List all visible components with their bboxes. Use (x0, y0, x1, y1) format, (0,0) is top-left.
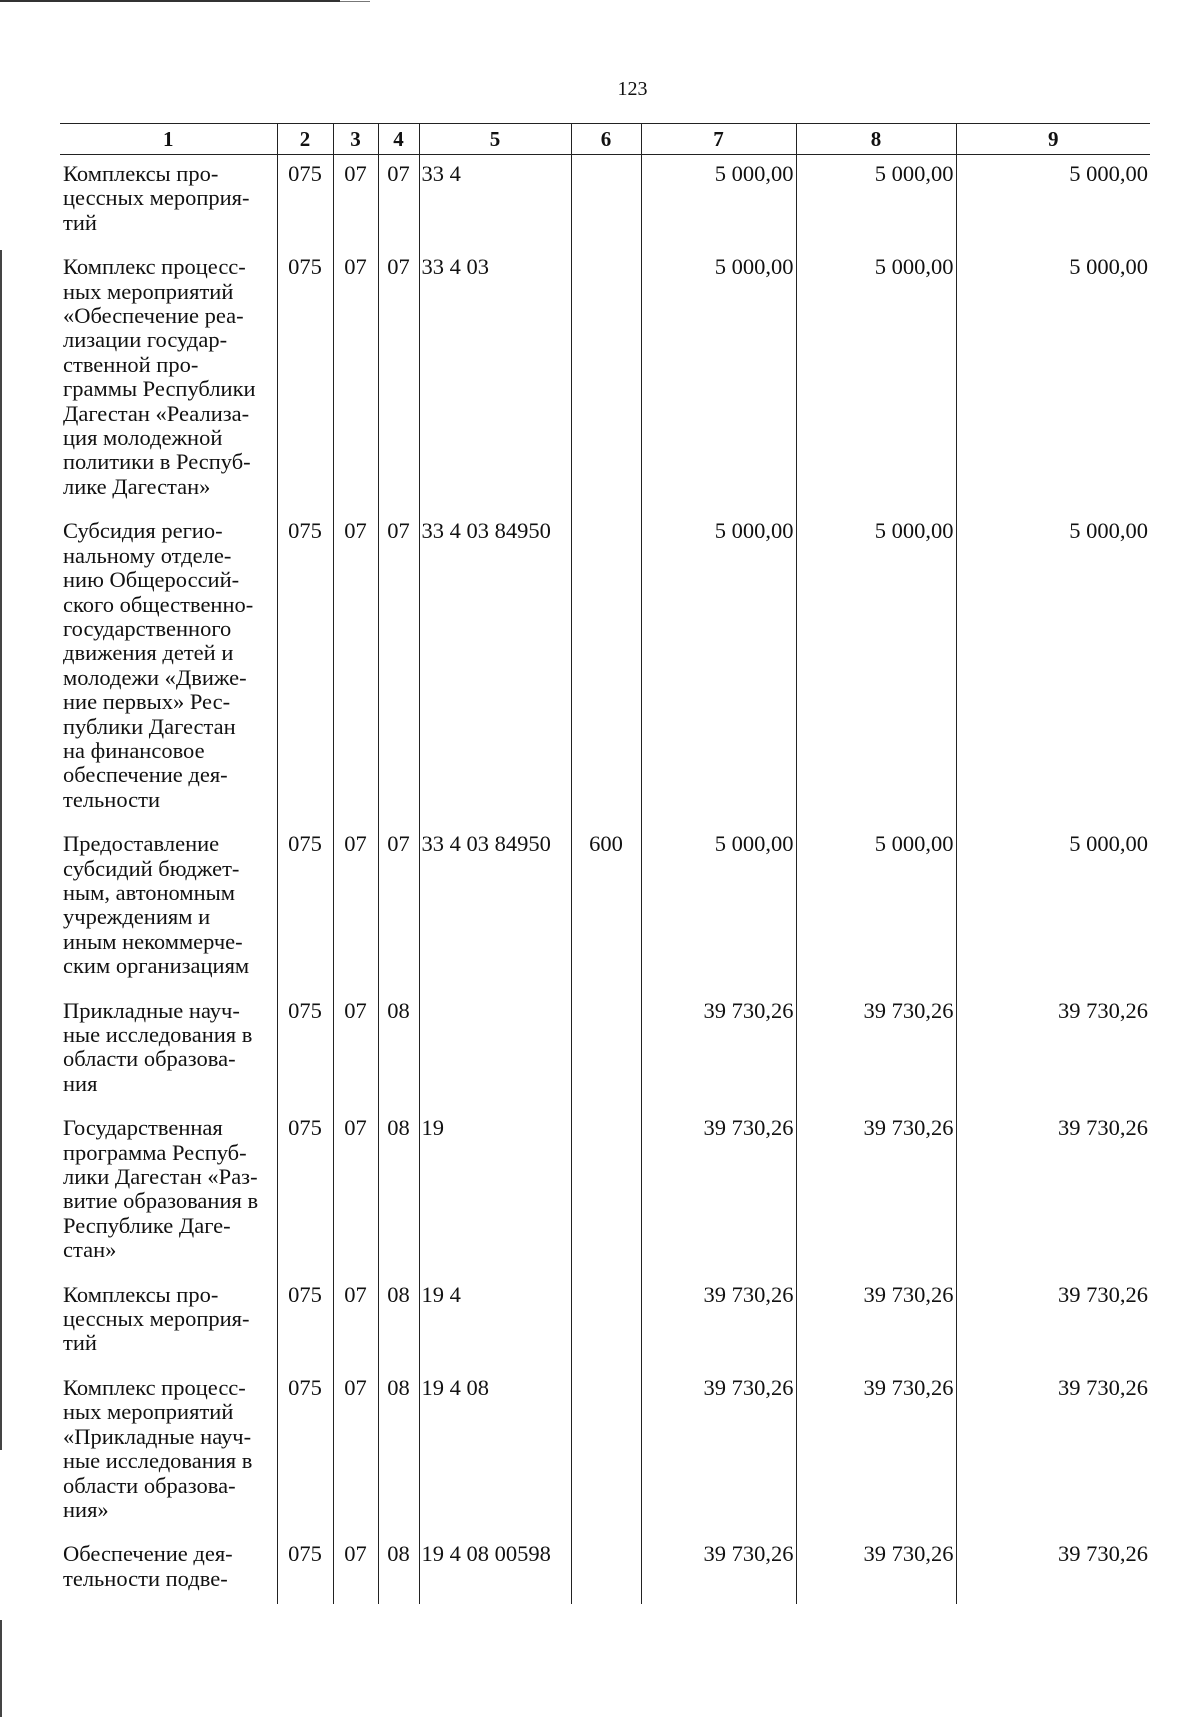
row-name-line: нию Общероссий- (63, 567, 240, 593)
spacer-cell (277, 1263, 333, 1276)
row-amount-2: 5 000,00 (796, 155, 956, 236)
row-rz-code: 07 (333, 1276, 378, 1356)
spacer-cell (956, 1591, 1150, 1604)
row-pr-code: 08 (378, 1109, 419, 1262)
spacer-cell (277, 812, 333, 825)
row-gr-code: 075 (277, 248, 333, 499)
spacer-cell (378, 235, 419, 248)
row-name-line: ные исследования в (63, 1448, 253, 1474)
row-amount-3: 5 000,00 (956, 155, 1150, 236)
row-amount-3: 39 730,26 (956, 1535, 1150, 1591)
page-number: 123 (617, 78, 648, 100)
header-col-4: 4 (378, 124, 419, 155)
spacer-cell (333, 499, 378, 512)
row-spacer (60, 235, 1150, 248)
row-rz-code: 07 (333, 992, 378, 1097)
row-name-line: политики в Респуб- (63, 449, 251, 475)
spacer-cell (796, 1591, 956, 1604)
row-name-line: лики Дагестан «Раз- (63, 1164, 258, 1190)
spacer-cell (571, 1096, 641, 1109)
spacer-cell (641, 1263, 796, 1276)
spacer-cell (333, 1591, 378, 1604)
header-col-1: 1 (60, 124, 277, 155)
row-name (60, 825, 277, 978)
row-vr-code (571, 1109, 641, 1262)
row-name-line: «Прикладные науч- (63, 1423, 252, 1449)
row-name-line: нальному отделе- (63, 542, 232, 568)
spacer-cell (378, 1356, 419, 1369)
row-name-line: ние первых» Рес- (63, 689, 231, 715)
spacer-cell (571, 979, 641, 992)
row-name (60, 155, 277, 236)
spacer-cell (419, 1263, 571, 1276)
row-name-line: тельности подве- (63, 1565, 228, 1591)
spacer-cell (796, 979, 956, 992)
row-vr-code (571, 992, 641, 1097)
spacer-cell (419, 979, 571, 992)
row-amount-2: 39 730,26 (796, 1535, 956, 1591)
row-amount-3: 5 000,00 (956, 248, 1150, 499)
row-amount-1: 5 000,00 (641, 825, 796, 978)
row-pr-code: 07 (378, 155, 419, 236)
spacer-cell (419, 1591, 571, 1604)
row-name-line: движения детей и (63, 640, 234, 666)
table-row (60, 512, 1150, 812)
row-name-line: ния» (63, 1496, 109, 1522)
row-gr-code: 075 (277, 512, 333, 812)
row-name-line: Субсидия регио- (63, 518, 223, 544)
header-col-7: 7 (641, 124, 796, 155)
spacer-cell (60, 979, 277, 992)
row-name-line: Комплекс процесс- (63, 1374, 246, 1400)
spacer-cell (378, 979, 419, 992)
row-rz-code: 07 (333, 1109, 378, 1262)
spacer-cell (333, 1522, 378, 1535)
spacer-cell (378, 1263, 419, 1276)
spacer-cell (641, 235, 796, 248)
row-amount-3: 39 730,26 (956, 1276, 1150, 1356)
row-amount-3: 39 730,26 (956, 1369, 1150, 1522)
spacer-cell (571, 1263, 641, 1276)
spacer-cell (60, 1356, 277, 1369)
row-name-line: тий (63, 209, 97, 235)
spacer-cell (333, 979, 378, 992)
spacer-cell (641, 1522, 796, 1535)
row-pr-code: 08 (378, 1369, 419, 1522)
spacer-cell (641, 1356, 796, 1369)
spacer-cell (641, 1591, 796, 1604)
row-name-line: ственной про- (63, 351, 199, 377)
row-name-line: Прикладные науч- (63, 997, 240, 1023)
row-amount-2: 5 000,00 (796, 512, 956, 812)
row-name-line: учреждениям и (63, 904, 211, 930)
spacer-cell (419, 812, 571, 825)
row-amount-1: 39 730,26 (641, 992, 796, 1097)
budget-table (60, 123, 1150, 1604)
row-name-line: Комплексы про- (63, 1281, 219, 1307)
table-header-row (60, 124, 1150, 155)
spacer-cell (571, 235, 641, 248)
table-row (60, 1276, 1150, 1356)
table-row (60, 992, 1150, 1097)
table-row (60, 825, 1150, 978)
spacer-cell (378, 1591, 419, 1604)
row-csr-code: 33 4 03 84950 (419, 825, 571, 978)
row-name-line: Комплексы про- (63, 161, 219, 186)
spacer-cell (378, 1522, 419, 1535)
spacer-cell (641, 1096, 796, 1109)
row-amount-2: 39 730,26 (796, 1276, 956, 1356)
spacer-cell (378, 812, 419, 825)
spacer-cell (956, 1522, 1150, 1535)
row-amount-3: 5 000,00 (956, 512, 1150, 812)
row-csr-code: 33 4 (419, 155, 571, 236)
row-amount-2: 5 000,00 (796, 825, 956, 978)
row-spacer (60, 1591, 1150, 1604)
spacer-cell (571, 1522, 641, 1535)
row-name-line: публики Дагестан (63, 713, 236, 739)
row-pr-code: 08 (378, 992, 419, 1097)
scan-left-edge (0, 250, 2, 1450)
spacer-cell (60, 1522, 277, 1535)
spacer-cell (956, 1096, 1150, 1109)
row-name (60, 1276, 277, 1356)
spacer-cell (378, 1096, 419, 1109)
row-name-line: области образова- (63, 1046, 236, 1072)
table-body (60, 155, 1150, 1605)
row-spacer (60, 1263, 1150, 1276)
row-name-line: обеспечение дея- (63, 762, 228, 788)
row-csr-code: 33 4 03 (419, 248, 571, 499)
spacer-cell (333, 1356, 378, 1369)
spacer-cell (277, 1522, 333, 1535)
table-row (60, 1109, 1150, 1262)
row-amount-1: 39 730,26 (641, 1109, 796, 1262)
row-name-line: витие образования в (63, 1188, 259, 1214)
row-rz-code: 07 (333, 512, 378, 812)
header-col-2: 2 (277, 124, 333, 155)
spacer-cell (796, 812, 956, 825)
row-amount-3: 39 730,26 (956, 992, 1150, 1097)
row-name (60, 992, 277, 1097)
row-amount-1: 5 000,00 (641, 155, 796, 236)
row-name (60, 1535, 277, 1591)
table-row (60, 1535, 1150, 1591)
row-name-line: ским организациям (63, 953, 250, 979)
scan-top-rule-segment (340, 1, 370, 2)
row-name-line: ния (63, 1070, 98, 1096)
row-name-line: программа Респуб- (63, 1139, 247, 1165)
spacer-cell (277, 235, 333, 248)
spacer-cell (333, 235, 378, 248)
row-pr-code: 08 (378, 1276, 419, 1356)
header-col-5: 5 (419, 124, 571, 155)
row-name-line: на финансовое (63, 737, 205, 763)
spacer-cell (60, 1591, 277, 1604)
spacer-cell (796, 1263, 956, 1276)
row-spacer (60, 1522, 1150, 1535)
spacer-cell (277, 499, 333, 512)
row-name-line: области образова- (63, 1472, 236, 1498)
row-spacer (60, 812, 1150, 825)
spacer-cell (277, 979, 333, 992)
row-name-line: Предоставление (63, 831, 220, 857)
spacer-cell (641, 979, 796, 992)
row-name-line: субсидий бюджет- (63, 855, 240, 881)
row-spacer (60, 499, 1150, 512)
spacer-cell (956, 979, 1150, 992)
header-col-9: 9 (956, 124, 1150, 155)
row-pr-code: 07 (378, 512, 419, 812)
spacer-cell (956, 1356, 1150, 1369)
row-name-line: ция молодежной (63, 425, 223, 451)
spacer-cell (60, 1263, 277, 1276)
row-vr-code (571, 1369, 641, 1522)
row-csr-code: 19 4 08 00598 (419, 1535, 571, 1591)
row-amount-2: 5 000,00 (796, 248, 956, 499)
row-rz-code: 07 (333, 155, 378, 236)
row-vr-code (571, 155, 641, 236)
row-amount-2: 39 730,26 (796, 1369, 956, 1522)
row-vr-code: 600 (571, 825, 641, 978)
row-rz-code: 07 (333, 1535, 378, 1591)
spacer-cell (277, 1591, 333, 1604)
spacer-cell (277, 1096, 333, 1109)
row-name-line: молодежи «Движе- (63, 664, 247, 690)
row-name-line: ные исследования в (63, 1022, 253, 1047)
row-name-line: Дагестан «Реализа- (63, 400, 250, 426)
spacer-cell (796, 235, 956, 248)
spacer-cell (796, 1096, 956, 1109)
table-row (60, 1369, 1150, 1522)
row-gr-code: 075 (277, 1276, 333, 1356)
row-name-line: ского общественно- (63, 591, 254, 617)
row-spacer (60, 1096, 1150, 1109)
spacer-cell (333, 1263, 378, 1276)
row-name-line: стан» (63, 1237, 117, 1263)
row-amount-3: 39 730,26 (956, 1109, 1150, 1262)
row-name-line: Комплекс процесс- (63, 254, 246, 280)
spacer-cell (60, 812, 277, 825)
spacer-cell (571, 1356, 641, 1369)
spacer-cell (641, 499, 796, 512)
row-vr-code (571, 248, 641, 499)
spacer-cell (333, 1096, 378, 1109)
row-name-line: Республике Даге- (63, 1212, 231, 1238)
spacer-cell (419, 1096, 571, 1109)
row-gr-code: 075 (277, 825, 333, 978)
row-pr-code: 07 (378, 248, 419, 499)
row-gr-code: 075 (277, 155, 333, 236)
spacer-cell (956, 235, 1150, 248)
spacer-cell (641, 812, 796, 825)
row-pr-code: 07 (378, 825, 419, 978)
spacer-cell (277, 1356, 333, 1369)
header-col-8: 8 (796, 124, 956, 155)
row-csr-code: 33 4 03 84950 (419, 512, 571, 812)
row-name (60, 248, 277, 499)
row-amount-2: 39 730,26 (796, 1109, 956, 1262)
row-name-line: цессных мероприя- (63, 1306, 250, 1332)
spacer-cell (796, 1522, 956, 1535)
row-name-line: Обеспечение дея- (63, 1541, 233, 1567)
spacer-cell (796, 499, 956, 512)
row-name-line: государственного (63, 615, 232, 641)
row-name-line: ных мероприятий (63, 1399, 234, 1425)
row-name-line: цессных мероприя- (63, 185, 250, 211)
row-amount-1: 5 000,00 (641, 248, 796, 499)
row-pr-code: 08 (378, 1535, 419, 1591)
row-name-line: «Обеспечение реа- (63, 303, 244, 329)
row-csr-code: 19 4 (419, 1276, 571, 1356)
header-col-3: 3 (333, 124, 378, 155)
row-name (60, 1369, 277, 1522)
row-name-line: тий (63, 1330, 97, 1356)
spacer-cell (796, 1356, 956, 1369)
row-name-line: лизации государ- (63, 327, 228, 353)
row-name-line: граммы Республики (63, 376, 256, 402)
spacer-cell (60, 235, 277, 248)
spacer-cell (571, 499, 641, 512)
spacer-cell (956, 499, 1150, 512)
row-vr-code (571, 1535, 641, 1591)
spacer-cell (956, 812, 1150, 825)
row-csr-code (419, 992, 571, 1097)
spacer-cell (571, 1591, 641, 1604)
row-rz-code: 07 (333, 1369, 378, 1522)
spacer-cell (378, 499, 419, 512)
spacer-cell (333, 812, 378, 825)
row-gr-code: 075 (277, 992, 333, 1097)
row-rz-code: 07 (333, 825, 378, 978)
scan-left-edge-bottom (0, 1620, 2, 1717)
row-csr-code: 19 (419, 1109, 571, 1262)
row-amount-3: 5 000,00 (956, 825, 1150, 978)
row-name-line: тельности (63, 786, 161, 812)
spacer-cell (419, 499, 571, 512)
spacer-cell (419, 1356, 571, 1369)
row-name (60, 1109, 277, 1262)
row-name-line: ных мероприятий (63, 278, 234, 304)
row-name-line: лике Дагестан» (63, 473, 211, 499)
row-name (60, 512, 277, 812)
header-col-6: 6 (571, 124, 641, 155)
spacer-cell (419, 235, 571, 248)
scan-top-rule (0, 0, 340, 2)
row-spacer (60, 979, 1150, 992)
row-amount-1: 5 000,00 (641, 512, 796, 812)
spacer-cell (419, 1522, 571, 1535)
row-gr-code: 075 (277, 1109, 333, 1262)
row-spacer (60, 1356, 1150, 1369)
row-gr-code: 075 (277, 1535, 333, 1591)
row-amount-1: 39 730,26 (641, 1276, 796, 1356)
row-vr-code (571, 1276, 641, 1356)
spacer-cell (956, 1263, 1150, 1276)
row-amount-2: 39 730,26 (796, 992, 956, 1097)
row-csr-code: 19 4 08 (419, 1369, 571, 1522)
spacer-cell (571, 812, 641, 825)
spacer-cell (60, 1096, 277, 1109)
row-vr-code (571, 512, 641, 812)
row-name-line: иным некоммерче- (63, 928, 243, 954)
row-rz-code: 07 (333, 248, 378, 499)
row-gr-code: 075 (277, 1369, 333, 1522)
row-name-line: Государственная (63, 1115, 223, 1141)
row-amount-1: 39 730,26 (641, 1535, 796, 1591)
spacer-cell (60, 499, 277, 512)
table-row (60, 155, 1150, 236)
row-name-line: ным, автономным (63, 879, 235, 905)
row-amount-1: 39 730,26 (641, 1369, 796, 1522)
table-row (60, 248, 1150, 499)
